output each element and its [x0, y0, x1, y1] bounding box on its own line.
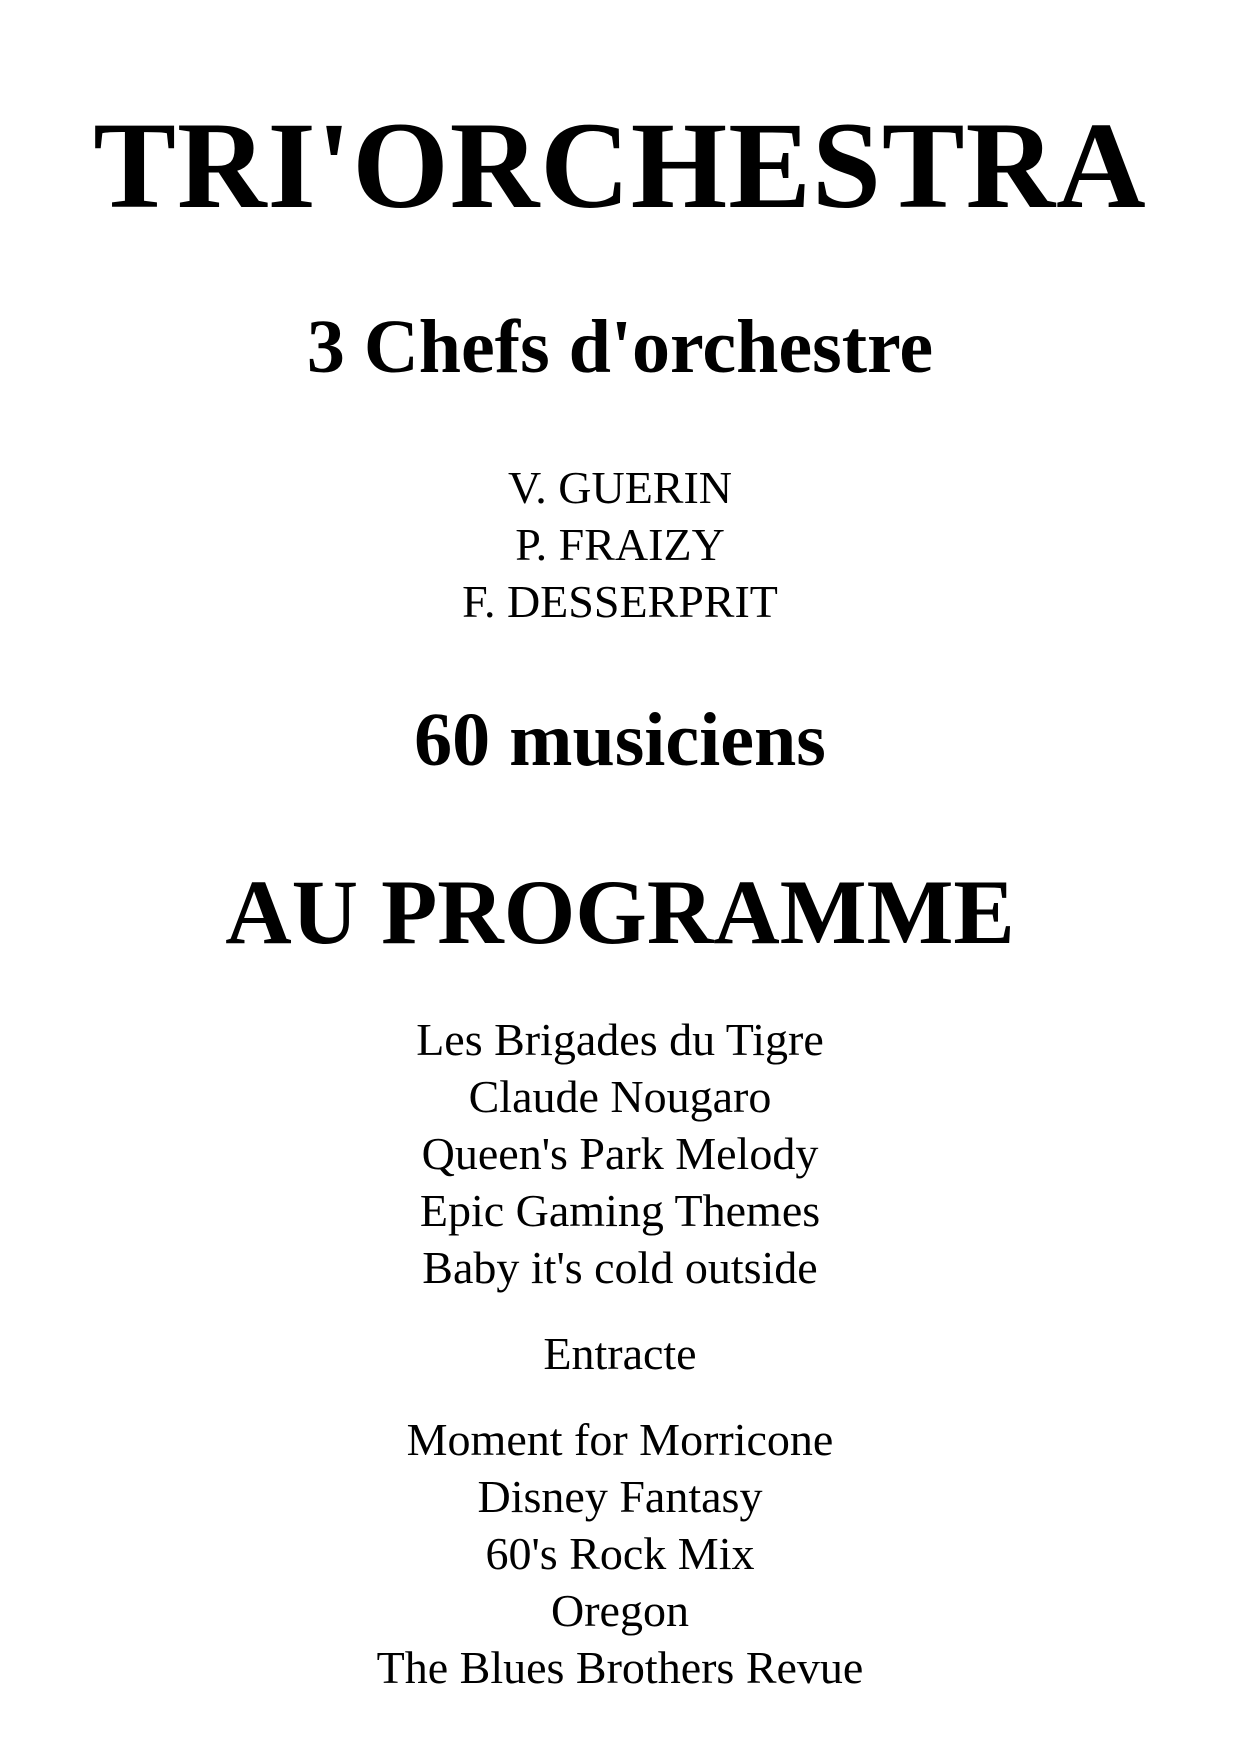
programme-item: Les Brigades du Tigre — [416, 1014, 824, 1065]
conductor-name: V. GUERIN — [507, 462, 733, 513]
programme-heading: AU PROGRAMME — [225, 861, 1015, 963]
intermission-label: Entracte — [543, 1328, 697, 1379]
programme-item: Moment for Morricone — [406, 1414, 834, 1465]
programme-item: Epic Gaming Themes — [419, 1185, 821, 1236]
conductors-heading: 3 Chefs d'orchestre — [306, 305, 934, 389]
programme-item: Queen's Park Melody — [421, 1128, 819, 1179]
programme-item: 60's Rock Mix — [485, 1528, 755, 1579]
conductor-name: F. DESSERPRIT — [462, 576, 778, 627]
conductor-name: P. FRAIZY — [515, 519, 725, 570]
programme-item: Claude Nougaro — [468, 1071, 772, 1122]
programme-item: Oregon — [551, 1585, 689, 1636]
programme-item: Disney Fantasy — [477, 1471, 763, 1522]
musicians-count: 60 musiciens — [414, 698, 826, 782]
poster-title: TRI'ORCHESTRA — [93, 97, 1147, 234]
programme-item: The Blues Brothers Revue — [376, 1642, 864, 1693]
programme-item: Baby it's cold outside — [422, 1242, 818, 1293]
